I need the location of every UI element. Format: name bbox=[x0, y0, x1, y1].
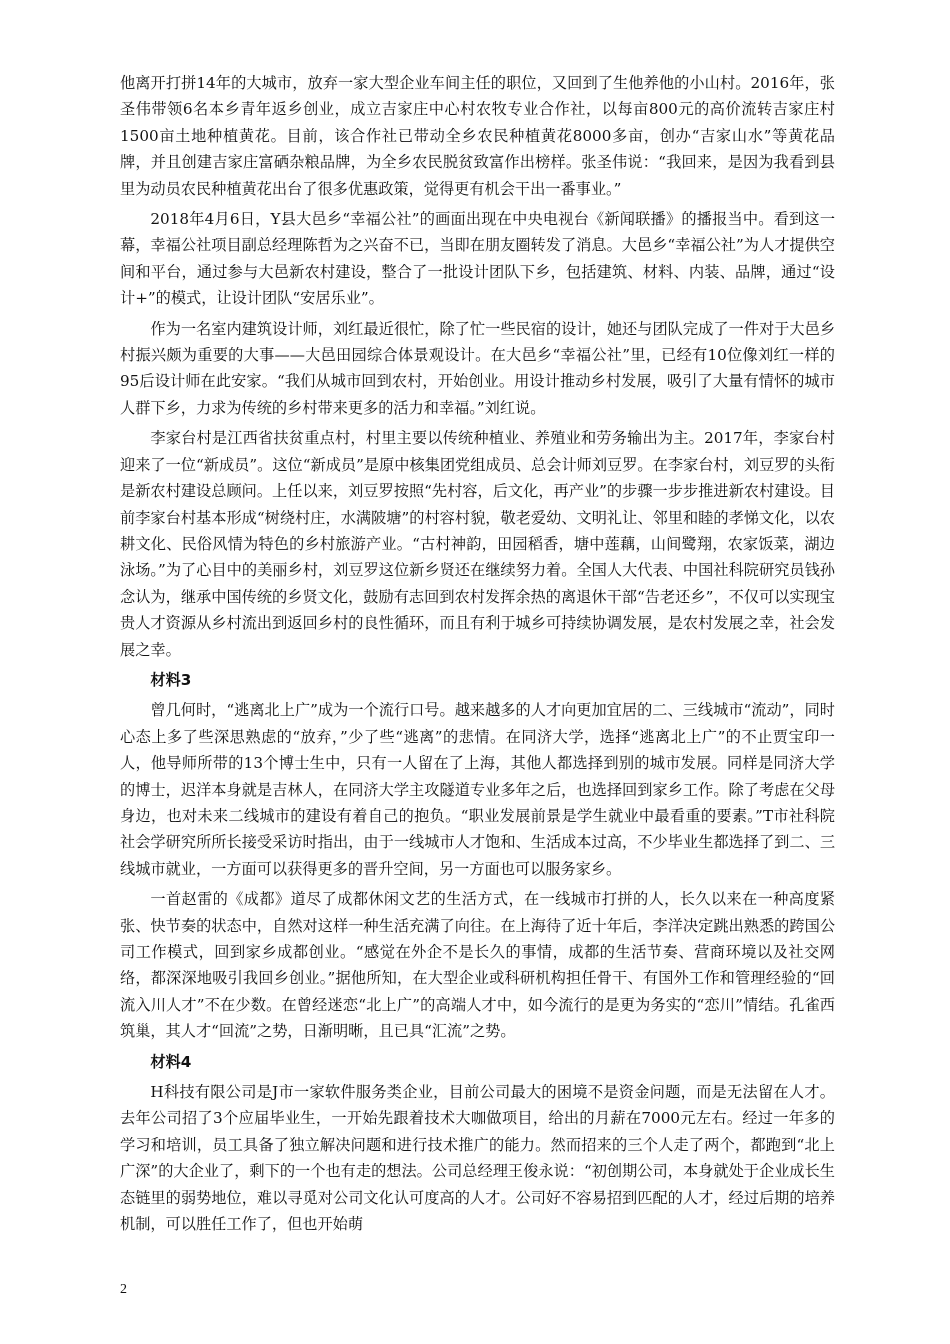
section-heading-material-3: 材料3 bbox=[150, 670, 192, 689]
paragraph: 一首赵雷的《成都》道尽了成都休闲文艺的生活方式，在一线城市打拼的人，长久以来在一种高度紧张、快节奏的状态中，自然对这样一种生活充满了向往。在上海待了近十年后，李洋决定跳出熟悉的跨国公司工作模式，回到家乡成都创业。“感觉在外企不是长久的事情，成都的生活节奏、营商环境以及社交网络，都深深地吸引我回乡创业。”据他所知，在大型企业或科研机构担任骨干、有国外工作和管理经验的“回流入川人才”不在少数。在曾经迷恋“北上广”的高端人才中，如今流行的是更为务实的“恋川”情结。孔雀西筑巢，其人才“回流”之势，日渐明晰，且已具“汇流”之势。 bbox=[120, 890, 835, 1041]
paragraph: 他离开打拼14年的大城市，放弃一家大型企业车间主任的职位，又回到了生他养他的小山村。2016年，张圣伟带领6名本乡青年返乡创业，成立吉家庄中心村农牧专业合作社，以每亩800元的高价流转吉家庄村1500亩土地种植黄花。目前，该合作社已带动全乡农民种植黄花8000多亩，创办“吉家山水”等黄花品牌，并且创建吉家庄富硒杂粮品牌，为全乡农民脱贫致富作出榜样。张圣伟说：“我回来，是因为我看到县里为动员农民种植黄花出台了很多优惠政策，觉得更有机会干出一番事业。” bbox=[120, 74, 835, 198]
paragraph: 曾几何时，“逃离北上广”成为一个流行口号。越来越多的人才向更加宜居的二、三线城市“流动”，同时心态上多了些深思熟虑的“放弃，”少了些“逃离”的悲情。在同济大学，选择“逃离北上广”的不止贾宝印一人，他导师所带的13个博士生中，只有一人留在了上海，其他人都选择到别的城市发展。同样是同济大学的博士，迟洋本身就是吉林人，在同济大学主攻隧道专业多年之后，也选择回到家乡工作。除了考虑在父母身边，也对未来二线城市的建设有着自己的抱负。“职业发展前景是学生就业中最看重的要素。”T市社科院社会学研究所所长接受采访时指出，由于一线城市人才饱和、生活成本过高，不少毕业生都选择了到二、三线城市就业，一方面可以获得更多的晋升空间，另一方面也可以服务家乡。 bbox=[120, 701, 835, 878]
document-body bbox=[120, 70, 835, 1241]
paragraph: 2018年4月6日，Y县大邑乡“幸福公社”的画面出现在中央电视台《新闻联播》的播报当中。看到这一幕，幸福公社项目副总经理陈哲为之兴奋不已，当即在朋友圈转发了消息。大邑乡“幸福公社”为人才提供空间和平台，通过参与大邑新农村建设，整合了一批设计团队下乡，包括建筑、材料、内装、品牌，通过“设计+”的模式，让设计团队“安居乐业”。 bbox=[120, 210, 835, 308]
section-heading-material-4: 材料4 bbox=[150, 1052, 192, 1071]
paragraph: H科技有限公司是J市一家软件服务类企业，目前公司最大的困境不是资金问题，而是无法留在人才。去年公司招了3个应届毕业生，一开始先跟着技术大咖做项目，给出的月薪在7000元左右。经过一年多的学习和培训，员工具备了独立解决问题和进行技术推广的能力。然而招来的三个人走了两个，都跑到“北上广深”的大企业了，剩下的一个也有走的想法。公司总经理王俊永说：“初创期公司，本身就处于企业成长生态链里的弱势地位，难以寻觅对公司文化认可度高的人才。公司好不容易招到匹配的人才，经过后期的培养机制，可以胜任工作了，但也开始萌 bbox=[120, 1083, 835, 1234]
paragraph: 作为一名室内建筑设计师，刘红最近很忙，除了忙一些民宿的设计，她还与团队完成了一件对于大邑乡村振兴颇为重要的大事——大邑田园综合体景观设计。在大邑乡“幸福公社”里，已经有10位像刘红一样的95后设计师在此安家。“我们从城市回到农村，开始创业。用设计推动乡村发展，吸引了大量有情怀的城市人群下乡，力求为传统的乡村带来更多的活力和幸福。”刘红说。 bbox=[120, 319, 835, 417]
paragraph: 李家台村是江西省扶贫重点村，村里主要以传统种植业、养殖业和劳务输出为主。2017年，李家台村迎来了一位“新成员”。这位“新成员”是原中核集团党组成员、总会计师刘豆罗。在李家台村，刘豆罗的头衔是新农村建设总顾问。上任以来，刘豆罗按照“先村容，后文化，再产业”的步骤一步步推进新农村建设。目前李家台村基本形成“树绕村庄，水满陂塘”的村容村貌，敬老爱幼、文明礼让、邻里和睦的孝悌文化，以农耕文化、民俗风情为特色的乡村旅游产业。“古村神韵，田园稻香，塘中莲藕，山间鹭翔，农家饭菜，湖边泳场。”为了心目中的美丽乡村，刘豆罗这位新乡贤还在继续努力着。全国人大代表、中国社科院研究员钱孙念认为，继承中国传统的乡贤文化，鼓励有志回到农村发挥余热的离退休干部“告老还乡”，不仅可以实现宝贵人才资源从乡村流出到返回乡村的良性循环，而且有利于城乡可持续协调发展，是农村发展之幸，社会发展之幸。 bbox=[120, 429, 835, 659]
page-number: 2 bbox=[120, 1282, 127, 1297]
